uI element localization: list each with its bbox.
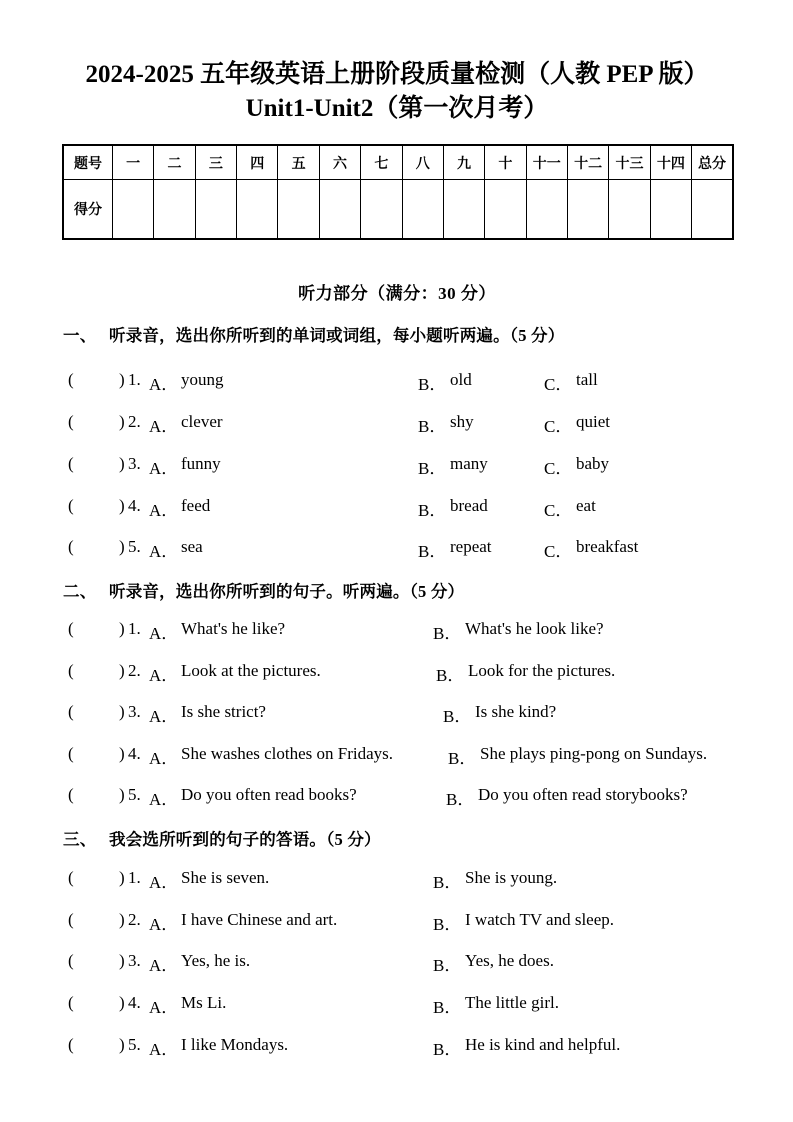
score-table-score-cell[interactable] [402, 180, 443, 240]
question-row [63, 370, 753, 394]
answer-blank-close-paren[interactable]: ) [119, 496, 125, 515]
option-a-text[interactable]: Ms Li. [181, 993, 227, 1012]
option-b-text[interactable]: Yes, he does. [465, 951, 554, 970]
answer-blank-open-paren: ( [68, 619, 74, 638]
question-number: 1. [128, 370, 141, 389]
question-row [63, 910, 753, 934]
option-b-text[interactable]: Do you often read storybooks? [478, 785, 688, 804]
answer-blank-close-paren[interactable]: ) [119, 951, 125, 970]
answer-blank-open-paren: ( [68, 868, 74, 887]
answer-blank-open-paren: ( [68, 993, 74, 1012]
score-table-column-header: 六 [319, 145, 360, 180]
score-table-container [62, 144, 734, 240]
score-table-row-label: 题号 [63, 145, 113, 180]
answer-blank-close-paren[interactable]: ) [119, 910, 125, 929]
score-table-column-header: 二 [154, 145, 195, 180]
option-a-letter[interactable]: A． [149, 1040, 179, 1059]
option-a-letter[interactable]: A． [149, 542, 179, 561]
option-a-letter[interactable]: A． [149, 749, 179, 768]
answer-blank-open-paren: ( [68, 537, 74, 556]
question-row [63, 744, 753, 768]
answer-blank-open-paren: ( [68, 702, 74, 721]
score-table-column-header: 八 [402, 145, 443, 180]
score-table-score-cell[interactable] [485, 180, 526, 240]
score-table-column-header: 总分 [692, 145, 733, 180]
option-b-text[interactable]: many [450, 454, 488, 473]
question-row [63, 619, 753, 643]
answer-blank-close-paren[interactable]: ) [119, 744, 125, 763]
option-a-letter[interactable]: A． [149, 459, 179, 478]
option-a-text[interactable]: I have Chinese and art. [181, 910, 338, 929]
answer-blank-close-paren[interactable]: ) [119, 454, 125, 473]
option-c-letter[interactable]: C． [544, 375, 573, 394]
title-line-2: Unit1-Unit2（第一次月考） [245, 95, 549, 122]
option-b-text[interactable]: repeat [450, 537, 492, 556]
score-table-column-header: 十二 [567, 145, 608, 180]
question-row [63, 537, 753, 561]
section-heading-text: 听录音，选出你所听到的单词或词组，每小题听两遍。（5 分） [109, 326, 565, 345]
answer-blank-close-paren[interactable]: ) [119, 370, 125, 389]
score-table-column-header: 十 [485, 145, 526, 180]
option-b-letter[interactable]: B． [418, 542, 447, 561]
score-table-column-header: 五 [278, 145, 319, 180]
section-heading [63, 826, 381, 850]
option-a-text[interactable]: feed [181, 496, 211, 515]
option-b-letter[interactable]: B． [433, 998, 462, 1017]
question-number: 4. [128, 993, 141, 1012]
option-a-text[interactable]: Do you often read books? [181, 785, 357, 804]
option-a-text[interactable]: She washes clothes on Fridays. [181, 744, 394, 763]
option-a-text[interactable]: funny [181, 454, 221, 473]
option-a-text[interactable]: sea [181, 537, 203, 556]
question-row [63, 868, 753, 892]
option-a-letter[interactable]: A． [149, 707, 179, 726]
option-a-text[interactable]: She is seven. [181, 868, 270, 887]
score-table-score-cell[interactable] [526, 180, 567, 240]
option-b-letter[interactable]: B． [433, 873, 462, 892]
option-b-letter[interactable]: B． [443, 707, 472, 726]
option-c-letter[interactable]: C． [544, 501, 573, 520]
answer-blank-close-paren[interactable]: ) [119, 993, 125, 1012]
option-b-letter[interactable]: B． [418, 375, 447, 394]
option-b-text[interactable]: He is kind and helpful. [465, 1035, 621, 1054]
option-b-letter[interactable]: B． [446, 790, 475, 809]
answer-blank-open-paren: ( [68, 412, 74, 431]
option-b-text[interactable]: What's he look like? [465, 619, 604, 638]
answer-blank-open-paren: ( [68, 370, 74, 389]
option-a-letter[interactable]: A． [149, 666, 179, 685]
option-a-text[interactable]: I like Mondays. [181, 1035, 289, 1054]
answer-blank-open-paren: ( [68, 744, 74, 763]
question-row [63, 785, 753, 809]
option-b-text[interactable]: The little girl. [465, 993, 559, 1012]
answer-blank-close-paren[interactable]: ) [119, 661, 125, 680]
option-b-text[interactable]: I watch TV and sleep. [465, 910, 615, 929]
score-table-score-cell[interactable] [113, 180, 154, 240]
option-b-letter[interactable]: B． [433, 956, 462, 975]
option-a-letter[interactable]: A． [149, 624, 179, 643]
option-c-text[interactable]: eat [576, 496, 596, 515]
option-a-letter[interactable]: A． [149, 956, 179, 975]
option-c-text[interactable]: baby [576, 454, 610, 473]
option-b-letter[interactable]: B． [433, 624, 462, 643]
score-table-score-cell[interactable] [319, 180, 360, 240]
option-c-letter[interactable]: C． [544, 459, 573, 478]
answer-blank-close-paren[interactable]: ) [119, 1035, 125, 1054]
answer-blank-open-paren: ( [68, 951, 74, 970]
score-table-column-header: 十三 [609, 145, 650, 180]
score-table-score-cell[interactable] [361, 180, 402, 240]
option-a-letter[interactable]: A． [149, 873, 179, 892]
score-table-column-header: 九 [443, 145, 484, 180]
score-table-column-header: 一 [113, 145, 154, 180]
listening-part-header: 听力部分（满分：30 分） [298, 284, 496, 303]
section-number: 三、 [63, 830, 97, 849]
score-table-score-cell[interactable] [692, 180, 733, 240]
option-b-letter[interactable]: B． [418, 417, 447, 436]
score-table-column-header: 三 [195, 145, 236, 180]
question-number: 4. [128, 744, 141, 763]
answer-blank-open-paren: ( [68, 785, 74, 804]
answer-blank-close-paren[interactable]: ) [119, 702, 125, 721]
question-number: 1. [128, 868, 141, 887]
option-b-letter[interactable]: B． [418, 459, 447, 478]
score-table-column-header: 七 [361, 145, 402, 180]
score-table-score-cell[interactable] [567, 180, 608, 240]
section-number: 一、 [63, 326, 97, 345]
question-row [63, 993, 753, 1017]
score-table-score-cell[interactable] [278, 180, 319, 240]
option-a-letter[interactable]: A． [149, 375, 179, 394]
question-row [63, 454, 753, 478]
question-number: 3. [128, 702, 141, 721]
question-row [63, 951, 753, 975]
answer-blank-close-paren[interactable]: ) [119, 785, 125, 804]
option-b-text[interactable]: bread [450, 496, 488, 515]
section-number: 二、 [63, 582, 97, 601]
option-b-letter[interactable]: B． [436, 666, 465, 685]
score-table-score-cell[interactable] [609, 180, 650, 240]
score-table-score-cell[interactable] [154, 180, 195, 240]
option-c-text[interactable]: tall [576, 370, 598, 389]
answer-blank-open-paren: ( [68, 496, 74, 515]
option-a-text[interactable]: Is she strict? [181, 702, 266, 721]
option-c-letter[interactable]: C． [544, 417, 573, 436]
option-c-text[interactable]: breakfast [576, 537, 639, 556]
score-table-score-cell[interactable] [195, 180, 236, 240]
score-table [62, 144, 734, 240]
question-row [63, 412, 753, 436]
option-a-letter[interactable]: A． [149, 915, 179, 934]
option-b-letter[interactable]: B． [433, 915, 462, 934]
option-b-text[interactable]: old [450, 370, 472, 389]
question-row [63, 496, 753, 520]
question-number: 1. [128, 619, 141, 638]
page-title [58, 58, 736, 126]
option-a-text[interactable]: clever [181, 412, 223, 431]
score-table-header-row [63, 145, 733, 180]
section-heading-text: 听录音，选出你所听到的句子。听两遍。（5 分） [109, 582, 465, 601]
option-a-text[interactable]: Yes, he is. [181, 951, 251, 970]
answer-blank-close-paren[interactable]: ) [119, 537, 125, 556]
option-b-letter[interactable]: B． [448, 749, 477, 768]
question-number: 3. [128, 454, 141, 473]
answer-blank-open-paren: ( [68, 454, 74, 473]
option-c-letter[interactable]: C． [544, 542, 573, 561]
question-number: 2. [128, 412, 141, 431]
question-row [63, 1035, 753, 1059]
question-number: 4. [128, 496, 141, 515]
answer-blank-open-paren: ( [68, 910, 74, 929]
option-b-text[interactable]: She plays ping-pong on Sundays. [480, 744, 708, 763]
question-number: 3. [128, 951, 141, 970]
section-heading-text: 我会选所听到的句子的答语。（5 分） [109, 830, 381, 849]
answer-blank-close-paren[interactable]: ) [119, 868, 125, 887]
option-a-text[interactable]: What's he like? [181, 619, 286, 638]
score-table-data-row [63, 180, 733, 240]
option-c-text[interactable]: quiet [576, 412, 610, 431]
title-line-1: 2024-2025 五年级英语上册阶段质量检测（人教 PEP 版） [85, 61, 709, 88]
option-b-text[interactable]: Look for the pictures. [468, 661, 616, 680]
answer-blank-open-paren: ( [68, 661, 74, 680]
option-a-letter[interactable]: A． [149, 998, 179, 1017]
question-number: 5. [128, 785, 141, 804]
option-a-letter[interactable]: A． [149, 790, 179, 809]
score-table-column-header: 十四 [650, 145, 691, 180]
option-a-text[interactable]: young [181, 370, 224, 389]
option-b-text[interactable]: She is young. [465, 868, 558, 887]
question-number: 5. [128, 537, 141, 556]
score-table-column-header: 四 [237, 145, 278, 180]
option-b-text[interactable]: Is she kind? [475, 702, 557, 721]
score-table-score-cell[interactable] [237, 180, 278, 240]
score-table-score-cell[interactable] [443, 180, 484, 240]
score-table-column-header: 十一 [526, 145, 567, 180]
section-heading [63, 578, 464, 602]
option-a-letter[interactable]: A． [149, 501, 179, 520]
score-table-row-label: 得分 [63, 180, 113, 240]
option-b-letter[interactable]: B． [418, 501, 447, 520]
option-b-letter[interactable]: B． [433, 1040, 462, 1059]
question-number: 5. [128, 1035, 141, 1054]
question-row [63, 661, 753, 685]
section-heading [63, 322, 564, 346]
question-number: 2. [128, 661, 141, 680]
question-number: 2. [128, 910, 141, 929]
option-a-text[interactable]: Look at the pictures. [181, 661, 321, 680]
score-table-score-cell[interactable] [650, 180, 691, 240]
answer-blank-close-paren[interactable]: ) [119, 412, 125, 431]
option-a-letter[interactable]: A． [149, 417, 179, 436]
option-b-text[interactable]: shy [450, 412, 474, 431]
question-row [63, 702, 753, 726]
answer-blank-open-paren: ( [68, 1035, 74, 1054]
answer-blank-close-paren[interactable]: ) [119, 619, 125, 638]
